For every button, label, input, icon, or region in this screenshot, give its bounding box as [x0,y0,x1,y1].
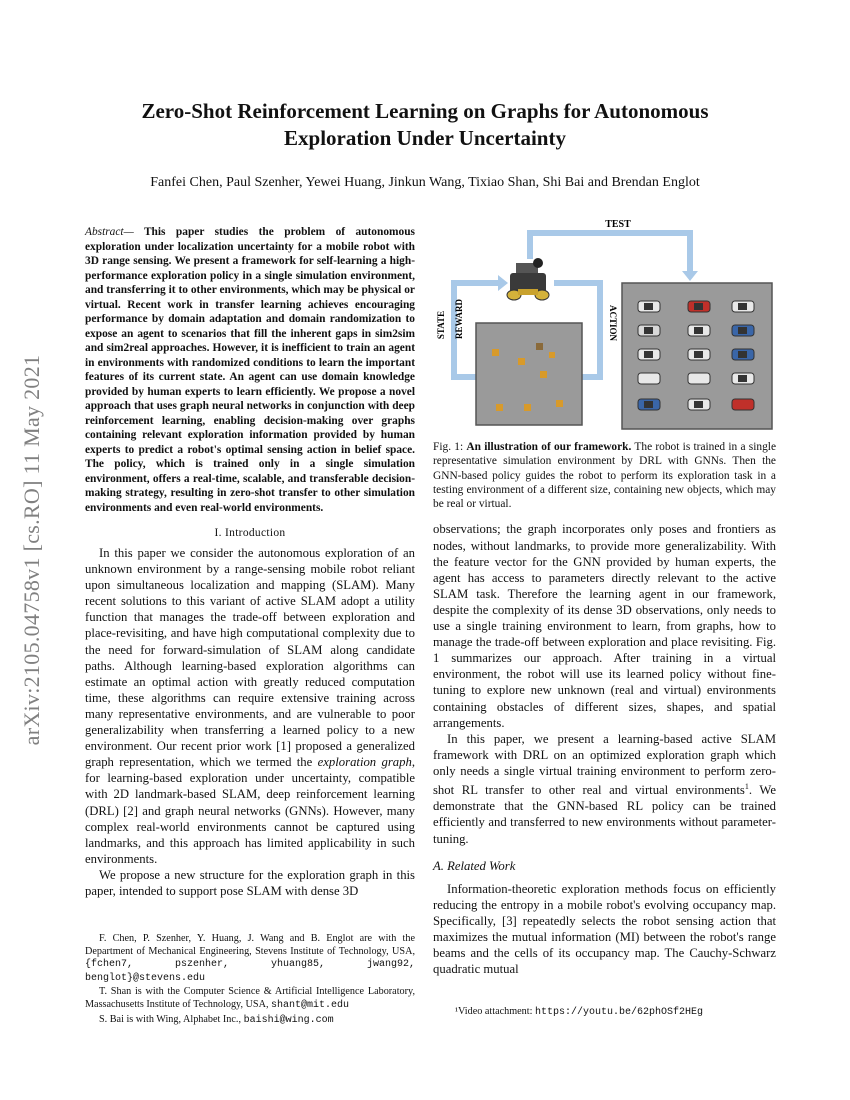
affiliation-footnotes [85,933,415,1028]
footnote-mit-text: T. Shan is with the Computer Science & Artificial Intelligence Laboratory, Massachusetts Institute of Technology, USA, [85,986,415,1010]
intro-p1-text-a: In this paper we consider the autonomous exploration of an unknown environment by a range-sensing mobile robot reliant upon simultaneous localization and mapping (SLAM). Many recent solutions to this variant of active SLAM adopt a utility function that manages the trade-off between exploration and place-revisiting, and have high computational complexity due to the need for forward-simulation of SLAM along candidate paths. Although learning-based exploration algorithms can estimate an optimal action with greatly reduced computation time, these algorithms can require extensive training across many representative environments, and are vulnerable to poor generalizability when transferring a learned policy to a new environment. Our recent prior work [1] proposed a generalized graph representation, which we termed the [85,546,415,770]
test-arrowhead [682,271,698,281]
car-icon [638,325,660,336]
car-icon [638,373,660,384]
robot-icon [507,258,549,300]
state-label: STATE [436,310,446,340]
framework-figure [432,215,777,433]
right-p2-text-a: In this paper, we present a learning-based active SLAM framework with DRL on an optimized exploration graph which only needs a single virtual training environment to perform zero-shot RL transfer to other real and virtual environments [433,731,776,798]
footnote-wing [85,1014,415,1028]
caption-bold: An illustration of our framework. [466,441,632,453]
arxiv-identifier: arXiv:2105.04758v1 [cs.RO] 11 May 2021 [19,354,44,746]
right-column [433,440,776,977]
intro-paragraph-2: We propose a new structure for the exploration graph in this paper, intended to support pose SLAM with dense 3D [85,867,415,898]
car-icon [638,399,660,410]
figure-caption [433,440,776,511]
car-icon [732,301,754,312]
car-icon [688,349,710,360]
reward-label: REWARD [454,298,464,340]
footnote-marker[interactable]: 1 [744,781,749,791]
footnote-wing-text: S. Bai is with Wing, Alphabet Inc., [99,1013,244,1025]
related-work-body [433,881,776,978]
introduction-body [85,545,415,899]
car-icon [688,399,710,410]
section-heading-introduction: I. Introduction [214,527,286,539]
train-obstacle [518,358,525,365]
footnote-stevens-text: F. Chen, P. Szenher, Y. Huang, J. Wang and B. Englot are with the Department of Mechanical Engineering, Stevens Institute of Technology, USA, [85,933,415,957]
footnote-mit [85,986,415,1012]
title-line-2: Exploration Under Uncertainty [284,126,566,150]
train-obstacle [492,349,499,356]
video-footnote [455,1006,785,1018]
footnote-stevens-emails[interactable]: {fchen7, pszenher, yhuang85, jwang92, benglot}@stevens.edu [85,959,415,984]
subsection-heading-related-work: A. Related Work [433,858,516,873]
car-icon [732,349,754,360]
test-environment [622,283,772,429]
train-obstacle [524,404,531,411]
car-icon [732,399,754,410]
caption-text: The robot is trained in a single representative simulation environment by DRL with GNNs. Then the GNN-based policy guides the robot to perform its exploration task in a testing environment of a different size, containing new objects, which may be real or virtual. [433,441,776,511]
train-obstacle [536,343,543,350]
test-label: TEST [605,219,631,230]
abstract-label: Abstract— [85,226,134,238]
car-icon [688,373,710,384]
train-obstacle [496,404,503,411]
intro-p1-emphasis: exploration graph [317,755,412,770]
caption-prefix: Fig. 1: [433,441,467,453]
right-paragraph-1: observations; the graph incorporates only poses and frontiers as nodes, without landmarks, to provide more generalizability. With the feature vector for the GNN provided by human experts, the agent has access to parameters directly relevant to the active SLAM task. Therefore the learning agent in our framework, despite the complexity of its dense 3D observations, only needs to use a single training environment to learn, from graphs, how to manage the trade-off between exploration and place revisiting. Fig. 1 summarizes our approach. After training in a virtual environment, the robot will use its learned policy without fine-tuning to explore new unknown (real and virtual) environments containing obstacles of different sizes, shapes, and spatial arrangements. [433,522,776,730]
test-arrow [530,233,690,273]
car-icon [638,301,660,312]
right-body [433,521,776,846]
paper-title [60,98,790,152]
training-environment [476,323,582,425]
car-icon [688,301,710,312]
abstract-text: This paper studies the problem of autonomous exploration under localization uncertainty for a mobile robot with 3D range sensing. We present a framework for self-learning a high-performance exploration policy in a single simulation environment, and transferring it to other environments, which may be physical or virtual. Recent work in transfer learning achieves encouraging performance by domain adaptation and domain randomization to expose an agent to scenarios that fill the inherent gaps in sim2sim and sim2real approaches. However, it is inefficient to train an agent in environments with randomized conditions to learn the important features of its current state. An agent can use domain knowledge provided by human experts to learn efficiently. We propose a novel approach that uses graph neural networks in conjunction with deep reinforcement learning, enabling decision-making over graphs containing relevant exploration information provided by human experts to predict a robot's optimal sensing action in belief space. The policy, which is trained only in a single simulation environment, offers a real-time, scalable, and transferable decision-making strategy, resulting in zero-shot transfer to other simulation environments and even real-world environments. [85,226,415,514]
state-reward-arrowhead [498,275,508,291]
car-icon [732,325,754,336]
intro-p1-text-b: , for learning-based exploration under uncertainty, compatible with 2D landmark-based SLAM, deep reinforcement learning (DRL) [2] and graph neural networks (GNNs). However, many complex real-world environments cannot be captured using landmarks, and this approach has limited applicability in such environments. [85,755,416,866]
train-obstacle [549,352,555,358]
car-icon [732,373,754,384]
footnote-mit-email[interactable]: shant@mit.edu [271,999,350,1011]
title-line-1: Zero-Shot Reinforcement Learning on Graphs for Autonomous [141,99,709,123]
car-icon [688,325,710,336]
author-list: Fanfei Chen, Paul Szenher, Yewei Huang, Jinkun Wang, Tixiao Shan, Shi Bai and Brendan Englot [150,175,700,190]
train-obstacle [556,400,563,407]
right-p2-text-b: . We demonstrate that the GNN-based RL policy can be trained efficiently and transferred to new environments without parameter-tuning. [433,783,776,846]
left-column [85,225,415,899]
car-icon [638,349,660,360]
action-label: ACTION [608,304,618,342]
footnote-stevens [85,933,415,985]
right-paragraph-2 [433,731,776,847]
video-link[interactable]: https://youtu.be/62phOSf2HEg [534,1007,703,1018]
abstract [85,225,415,515]
train-obstacle [540,371,547,378]
video-footnote-label: ¹Video attachment: [455,1006,535,1017]
related-paragraph-1: Information-theoretic exploration methods focus on efficiently reducing the entropy in a mobile robot's evolving occupancy map. Specifically, [3] repeatedly selects the robot sensing action that maximizes the mutual information (MI) between the robot's range beams and the cells of its occupancy map. The Cauchy-Schwarz quadratic mutual [433,881,776,977]
intro-paragraph-1 [85,545,415,867]
arxiv-sidebar [12,290,52,810]
footnote-wing-email[interactable]: baishi@wing.com [243,1014,334,1026]
